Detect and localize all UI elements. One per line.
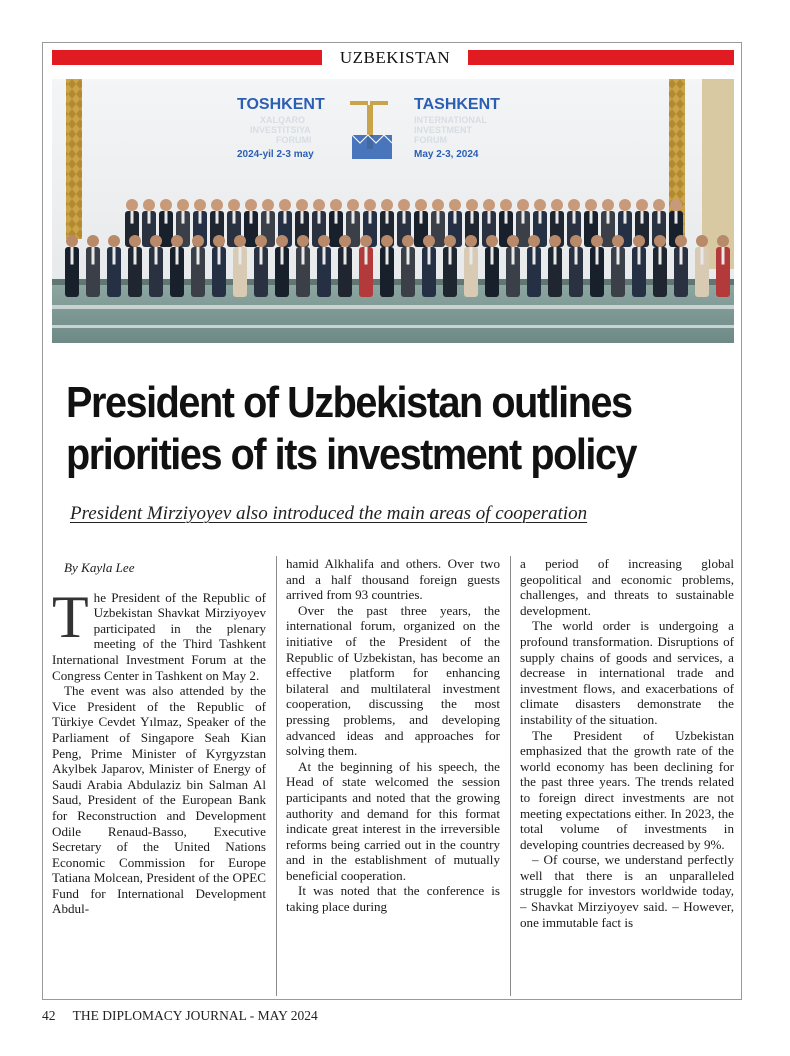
section-label: UZBEKISTAN <box>339 48 451 67</box>
delegate-figure <box>464 235 478 297</box>
column-rule <box>276 556 277 996</box>
delegate-figure <box>317 235 331 297</box>
paragraph: The world order is undergoing a profound transformation. Disruptions of supply chains of goods and services, a decrease in international trade and investment flows, and exacerbations of climate disasters demonstrate the instability of the situation. <box>520 618 734 727</box>
svg-text:INVESTMENT: INVESTMENT <box>414 125 473 135</box>
delegate-figure <box>338 235 352 297</box>
paragraph: It was noted that the conference is taking place during <box>286 883 500 915</box>
delegate-figure <box>674 235 688 297</box>
banner-city-right: TASHKENT <box>414 96 500 113</box>
svg-text:INVESTITSIYA: INVESTITSIYA <box>250 125 311 135</box>
headline: President of Uzbekistan outlines priorities of its investment policy <box>66 378 637 479</box>
delegate-figure <box>527 235 541 297</box>
delegate-figure <box>506 235 520 297</box>
delegate-figure <box>191 235 205 297</box>
dropcap: T <box>52 583 89 650</box>
publication-name: THE DIPLOMACY JOURNAL - MAY 2024 <box>72 1008 318 1023</box>
column-1 <box>52 556 266 996</box>
delegate-figure <box>128 235 142 297</box>
delegate-figure <box>569 235 583 297</box>
svg-text:XALQARO: XALQARO <box>260 115 305 125</box>
delegate-figure <box>107 235 121 297</box>
subtitle: President Mirziyoyev also introduced the main areas of cooperation <box>70 503 588 524</box>
delegate-figure <box>212 235 226 297</box>
svg-text:INTERNATIONAL: INTERNATIONAL <box>414 115 487 125</box>
page-footer <box>42 1008 318 1024</box>
delegate-figure <box>275 235 289 297</box>
paragraph: The President of Uzbekistan emphasized that the growth rate of the world economy has been declining for the past three years. The trends related to foreign direct investments are not meeting expectations either. In 2023, the total volume of investments in developing countries decreased by 9%. <box>520 727 734 852</box>
banner-date-right: May 2-3, 2024 <box>414 149 479 160</box>
column-2 <box>286 556 500 996</box>
delegate-figure <box>296 235 310 297</box>
byline: By Kayla Lee <box>64 560 135 575</box>
column-3 <box>520 556 734 996</box>
paragraph: The event was also attended by the Vice President of the Republic of Türkiye Cevdet Yılmaz, Speaker of the Parliament of Singapore Seah Kian Peng, Prime Minister of Kyrgyzstan Akylbek Japarov, Minister of Energy of Saudi Arabia Abdulaziz bin Salman Al Saud, President of the European Bank for Reconstruction and Development Odile Renaud-Basso, Executive Secretary of the United Nations Economic Commission for Europe Tatiana Molcean, President of the OPEC Fund for International Development Abdul- <box>52 683 266 917</box>
delegate-figure <box>695 235 709 297</box>
delegate-figure <box>380 235 394 297</box>
svg-text:FORUM: FORUM <box>414 135 447 145</box>
delegate-figure <box>485 235 499 297</box>
svg-text:FORUMI: FORUMI <box>276 135 312 145</box>
column-rule <box>510 556 511 996</box>
photo-illustration <box>52 79 734 343</box>
delegate-figure <box>443 235 457 297</box>
delegate-figure <box>548 235 562 297</box>
article-body <box>52 556 734 996</box>
section-band-right <box>468 50 734 65</box>
delegate-figure <box>359 235 373 297</box>
delegate-figure <box>590 235 604 297</box>
paragraph: hamid Alkhalifa and others. Over two and a half thousand foreign guests arrived from 93 countries. <box>286 556 500 603</box>
delegate-figure <box>86 235 100 297</box>
section-header <box>52 48 734 68</box>
delegate-figure <box>653 235 667 297</box>
delegate-figure <box>233 235 247 297</box>
ornament-column-left <box>66 79 82 239</box>
paragraph: At the beginning of his speech, the Head of state welcomed the session participants and noted that the growing authority and demand for this format indicate great interest in the irreversible reforms being carried out in the country and in the establishment of mutually beneficial cooperation. <box>286 758 500 883</box>
delegate-figure <box>65 235 79 297</box>
delegate-figure <box>716 235 730 297</box>
page-number: 42 <box>42 1008 56 1023</box>
paragraph: The President of the Republic of Uzbekistan Shavkat Mirziyoyev participated in the plenary meeting of the Third Tashkent International Investment Forum at the Congress Center in Tashkent on May 2. <box>52 583 266 683</box>
delegate-figure <box>170 235 184 297</box>
delegate-figure <box>254 235 268 297</box>
forum-group-photo <box>52 79 734 343</box>
delegate-figure <box>632 235 646 297</box>
delegate-figure <box>422 235 436 297</box>
banner-city-left: TOSHKENT <box>237 96 325 113</box>
delegate-figure <box>149 235 163 297</box>
section-band-left <box>52 50 322 65</box>
paragraph: – Of course, we understand perfectly well that there is an unparalleled struggle for investors worldwide today, – Shavkat Mirziyoyev said. – However, one immutable fact is <box>520 852 734 930</box>
delegate-figure <box>401 235 415 297</box>
delegate-figure <box>611 235 625 297</box>
paragraph: a period of increasing global geopolitical and economic problems, challenges, and threats to sustainable development. <box>520 556 734 618</box>
banner-date-left: 2024-yil 2-3 may <box>237 149 314 160</box>
paragraph: Over the past three years, the international forum, organized on the initiative of the President of the Republic of Uzbekistan, has become an effective platform for enhancing bilateral and multilateral investment cooperation, discussing the most pressing problems, and developing advanced ideas and approaches for solving them. <box>286 602 500 759</box>
